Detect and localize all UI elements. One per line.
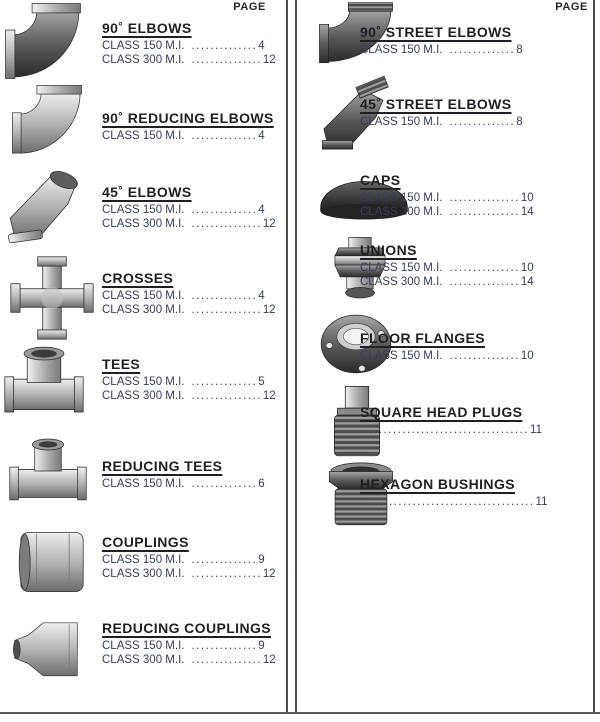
reducing-tee-photo [7,432,89,510]
item-title: COUPLINGS [102,534,189,550]
catalog-row: CLASS 150 M.I. ..............4 [102,130,265,142]
catalog-entry-90-street-elbows [360,24,523,57]
item-title: 45˚ ELBOWS [102,184,192,200]
page-number: 6 [258,478,265,490]
catalog-row: . ...................................11 [360,496,548,508]
item-title: SQUARE HEAD PLUGS [360,404,523,420]
page-number: 4 [258,290,265,302]
catalog-row: CLASS 300 M.I. ...............12 [102,54,276,66]
tee-photo [0,344,90,424]
catalog-row: CLASS 150 M.I. ...............10 [360,350,534,362]
page-number: 10 [520,350,534,362]
dot-leader: ............... [449,192,520,204]
catalog-entry-90-reducing-elbows [102,110,274,143]
catalog-entry-reducing-tees [102,458,265,491]
catalog-entry-45-elbows [102,184,276,231]
catalog-row: CLASS 300 M.I. ...............12 [102,304,276,316]
page-number: 12 [262,304,276,316]
page-number: 12 [262,218,276,230]
catalog-entry-floor-flanges [360,330,534,363]
catalog-row: CLASS 300 M.I. ...............14 [360,276,534,288]
catalog-entry-90-elbows [102,20,276,67]
page-number: 14 [520,206,534,218]
catalog-entry-reducing-couplings [102,620,276,667]
catalog-row: CLASS 150 M.I. ...............10 [360,192,534,204]
item-title: CAPS [360,172,401,188]
page-number: 8 [516,44,523,56]
page-column-header-left: PAGE [233,1,266,13]
page-number: 8 [516,116,523,128]
item-title: 90˚ STREET ELBOWS [360,24,512,40]
catalog-row: CLASS 150 M.I. ..............9 [102,554,265,566]
catalog-row [360,423,542,437]
item-title: REDUCING TEES [102,458,223,474]
dot-leader: ............... [449,262,520,274]
catalog-row: CLASS 150 M.I. ..............5 [102,376,265,388]
dot-leader: .............. [191,640,258,652]
page-number: 9 [258,554,265,566]
catalog-entry-crosses [102,270,276,317]
page-number: 4 [258,130,265,142]
page-number: 5 [258,376,265,388]
catalog-row: CLASS 300 M.I. ...............12 [102,568,276,580]
catalog-row: CLASS 300 M.I. ...............12 [102,654,276,666]
item-title: FLOOR FLANGES [360,330,485,346]
catalog-row: CLASS 150 M.I. ..............6 [102,478,265,490]
catalog-entry-square-head-plugs [360,404,542,437]
page-number: 14 [520,276,534,288]
catalog-row: CLASS 150 M.I. ..............4 [102,204,265,216]
catalog-entry-hexagon-bushings [360,476,547,509]
item-title: 45˚ STREET ELBOWS [360,96,512,112]
dot-leader: ............... [191,654,262,666]
item-title: 90˚ REDUCING ELBOWS [102,110,274,126]
page-number: 12 [262,568,276,580]
catalog-row: CLASS 300 M.I. ...............14 [360,206,534,218]
page-column-header-right: PAGE [555,1,588,13]
item-title: HEXAGON BUSHINGS [360,476,515,492]
page-number: 12 [262,54,276,66]
reducing-coupling-photo [3,616,89,684]
90-reducing-elbow-photo [9,84,85,156]
dot-leader: ............... [449,350,520,362]
bottom-border [0,712,600,714]
right-column-left-border [295,0,297,714]
page-number: 12 [262,654,276,666]
right-column-right-border [593,0,595,714]
page-number: 11 [535,496,548,508]
dot-leader: ............... [191,390,262,402]
item-title: CROSSES [102,270,174,286]
dot-leader: .............. [449,116,516,128]
dot-leader: .............. [191,376,258,388]
dot-leader: ............... [449,206,520,218]
dot-leader: .............. [191,130,258,142]
dot-leader: .............. [191,554,258,566]
dot-leader: ............... [191,218,262,230]
catalog-row: CLASS 150 M.I. ..............8 [360,116,523,128]
page-number: 4 [258,204,265,216]
dot-leader: .............. [191,204,258,216]
catalog-row: CLASS 300 M.I. ...............12 [102,390,276,402]
page-number: 12 [262,390,276,402]
left-column-right-border [286,0,288,714]
dot-leader: ............... [191,568,262,580]
catalog-row: CLASS 150 M.I. ..............4 [102,40,265,52]
dot-leader: .................................... [360,424,530,436]
catalog-row: CLASS 300 M.I. ...............12 [102,218,276,230]
catalog-entry-caps [360,172,534,219]
catalog-row: CLASS 150 M.I. ...............10 [360,262,534,274]
catalog-entry-couplings [102,534,276,581]
cross-photo [10,254,94,342]
coupling-photo [13,522,91,602]
page-number: 4 [258,40,265,52]
90-elbow-photo [3,2,83,80]
catalog-entry-45-street-elbows [360,96,523,129]
dot-leader: .............. [449,44,516,56]
45-elbow-photo [4,164,90,244]
dot-leader: ............... [191,54,262,66]
dot-leader: ................................... [370,496,535,508]
dot-leader: .............. [191,290,258,302]
item-title: 90˚ ELBOWS [102,20,192,36]
catalog-row: CLASS 150 M.I. ..............4 [102,290,265,302]
dot-leader: .............. [191,478,258,490]
item-title: TEES [102,356,141,372]
dot-leader: ............... [449,276,520,288]
item-title: REDUCING COUPLINGS [102,620,271,636]
page-number: 10 [520,262,534,274]
page-number: 10 [520,192,534,204]
catalog-row: CLASS 150 M.I. ..............8 [360,44,523,56]
dot-leader: ............... [191,304,262,316]
page-number: 11 [530,424,542,436]
item-title: UNIONS [360,242,417,258]
page-number: 9 [258,640,265,652]
catalog-row: CLASS 150 M.I. ..............9 [102,640,265,652]
catalog-entry-unions [360,242,534,289]
dot-leader: .............. [191,40,258,52]
catalog-entry-tees [102,356,276,403]
